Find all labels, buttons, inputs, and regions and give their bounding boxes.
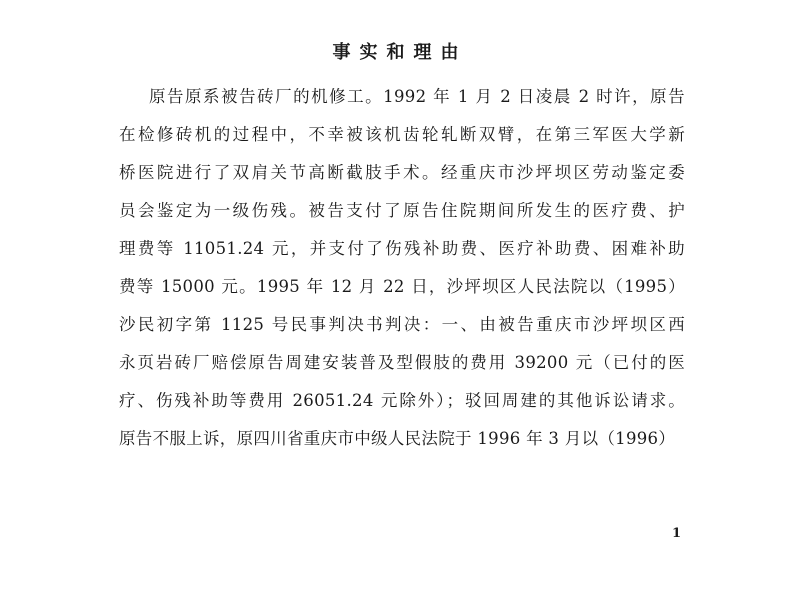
text-line-10: 原告不服上诉，原四川省重庆市中级人民法院于 1996 年 3 月以（1996） — [119, 429, 676, 448]
text-line-6: 费等 15000 元。1995 年 12 月 22 日，沙坪坝区人民法院以（1995） — [119, 277, 685, 296]
text-line-1: 原告原系被告砖厂的机修工。1992 年 1 月 2 日凌晨 2 时许，原告 — [149, 87, 685, 106]
text-line-4: 员会鉴定为一级伤残。被告支付了原告住院期间所发生的医疗费、护 — [119, 201, 685, 220]
body-text — [119, 84, 685, 464]
text-line-7: 沙民初字第 1125 号民事判决书判决：一、由被告重庆市沙坪坝区西 — [119, 315, 685, 334]
text-line-8: 永页岩砖厂赔偿原告周建安装普及型假肢的费用 39200 元（已付的医 — [119, 353, 685, 372]
text-line-3: 桥医院进行了双肩关节高断截肢手术。经重庆市沙坪坝区劳动鉴定委 — [119, 163, 685, 182]
text-line-9: 疗、伤残补助等费用 26051.24 元除外）；驳回周建的其他诉讼请求。 — [119, 391, 685, 410]
text-line-2: 在检修砖机的过程中，不幸被该机齿轮轧断双臂，在第三军医大学新 — [119, 125, 685, 144]
page-number: 1 — [672, 526, 682, 541]
text-line-5: 理费等 11051.24 元，并支付了伤残补助费、医疗补助费、困难补助 — [119, 239, 685, 258]
section-title: 事实和理由 — [332, 42, 468, 63]
